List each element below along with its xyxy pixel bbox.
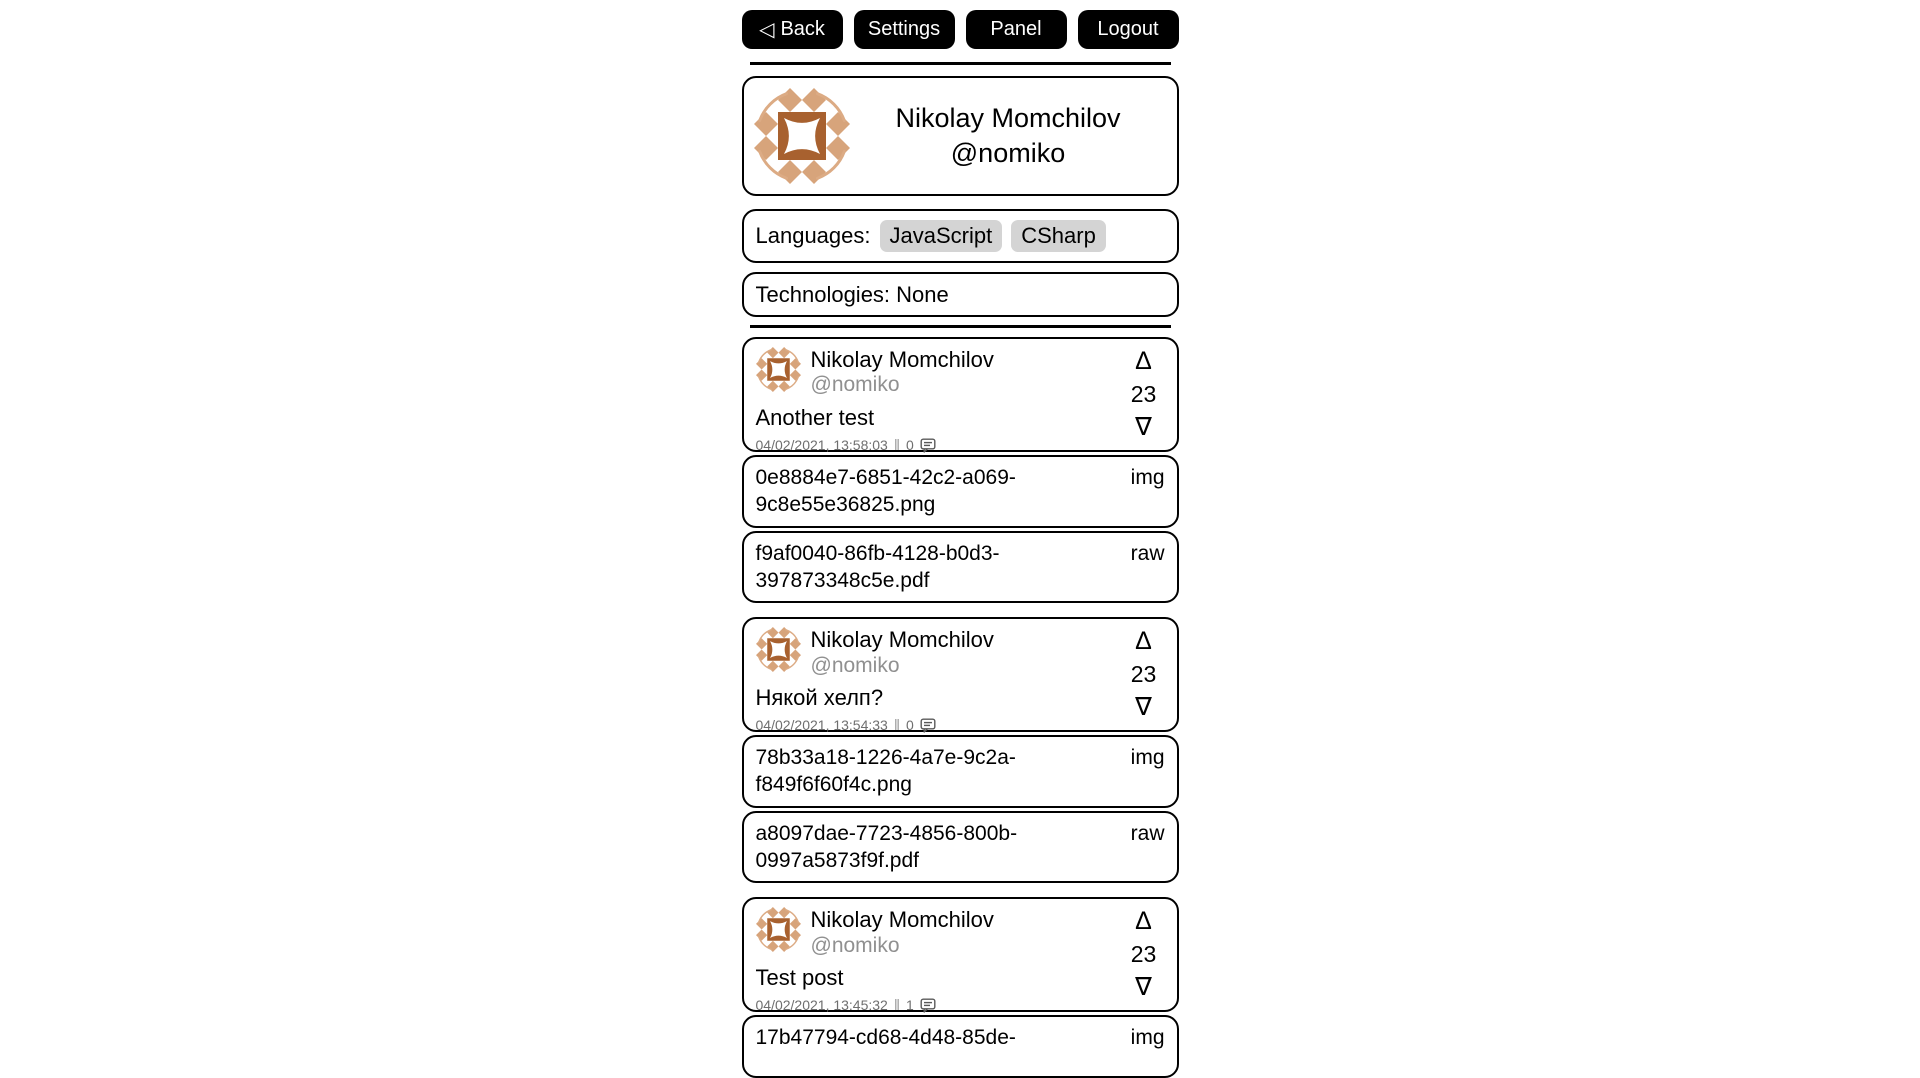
settings-button[interactable]: Settings [854,10,955,49]
comment-count: 0 [906,437,914,454]
profile-names [850,101,1167,171]
post-meta [756,717,1123,734]
profile-card [742,76,1179,196]
attachment-filename: 17b47794-cd68-4d48-85de- [755,1026,1016,1050]
post-author-name: Nikolay Momchilov [810,907,994,933]
post-meta [756,997,1123,1014]
post-meta [756,437,1123,454]
post-group [742,617,1179,883]
logout-button[interactable]: Logout [1078,10,1179,49]
attachment-row[interactable] [742,1015,1179,1078]
post-card[interactable] [742,337,1179,452]
comments-icon [920,438,936,453]
post-title: Test post [755,964,844,990]
back-button[interactable] [742,10,843,49]
languages-card [742,209,1179,263]
profile-identicon-avatar [754,88,850,184]
post-author-avatar [756,627,801,672]
technologies-text: Technologies: None [755,281,949,307]
meta-separator: ‖ [893,996,901,1014]
post-author-handle: @nomiko [810,653,900,677]
language-chip-javascript: JavaScript [880,220,1003,252]
post-timestamp: 04/02/2021, 13:45:32 [755,997,888,1014]
technologies-card [742,272,1179,317]
downvote-icon[interactable]: ∇ [1135,413,1152,441]
attachment-row[interactable] [742,455,1179,528]
post-title: Някой хелп? [755,684,884,710]
post-header [756,347,1123,398]
attachment-filename: 0e8884e7-6851-42c2-a069-9c8e55e36825.png [755,466,1016,517]
post-author-avatar [756,347,801,392]
post-title: Another test [755,404,875,430]
vote-column [1123,347,1165,444]
post-author-name: Nikolay Momchilov [810,347,994,372]
post-author-handle: @nomiko [810,933,900,957]
downvote-icon[interactable]: ∇ [1135,973,1152,1002]
post-header [756,627,1123,678]
post-main [755,627,1123,734]
post-timestamp: 04/02/2021, 13:58:03 [755,437,888,454]
upvote-icon[interactable]: Δ [1135,627,1152,656]
post-timestamp: 04/02/2021, 13:54:33 [755,717,888,734]
languages-label: Languages: [755,223,871,248]
post-author-block [811,627,994,678]
vote-count: 23 [1130,941,1157,968]
attachment-type-badge: raw [1130,821,1165,845]
post-main [755,907,1123,1014]
post-author-block [811,347,994,398]
attachment-type-badge: raw [1130,541,1165,565]
language-chip-csharp: CSharp [1011,220,1106,252]
main-column [742,0,1179,1078]
top-divider [750,62,1171,65]
attachment-type-badge: img [1130,746,1165,770]
meta-separator: ‖ [893,716,901,734]
profile-name: Nikolay Momchilov [895,102,1121,133]
attachment-row[interactable] [742,531,1179,604]
vote-count: 23 [1130,661,1157,688]
toolbar [742,10,1179,49]
post-group [742,897,1179,1078]
post-group [742,337,1179,603]
comments-icon [920,998,936,1013]
vote-column [1123,907,1165,1004]
vote-column [1123,627,1165,724]
attachment-row[interactable] [742,811,1179,884]
upvote-icon[interactable]: Δ [1135,907,1152,936]
post-card[interactable] [742,897,1179,1012]
attachment-type-badge: img [1130,466,1165,489]
upvote-icon[interactable]: Δ [1135,347,1152,375]
post-card[interactable] [742,617,1179,732]
back-arrow-icon: ◁ [759,19,775,41]
profile-handle: @nomiko [950,138,1066,168]
vote-count: 23 [1130,381,1157,407]
attachment-filename: f9af0040-86fb-4128-b0d3-397873348c5e.pdf [755,541,1000,592]
meta-separator: ‖ [893,436,901,454]
posts-divider [750,325,1171,328]
downvote-icon[interactable]: ∇ [1135,693,1152,722]
attachment-type-badge: img [1130,1026,1165,1050]
post-main [755,347,1123,454]
comments-icon [920,718,936,733]
panel-button[interactable]: Panel [966,10,1067,49]
post-author-avatar [756,907,801,952]
comment-count: 0 [906,717,914,734]
attachment-filename: a8097dae-7723-4856-800b-0997a5873f9f.pdf [755,821,1018,873]
post-author-handle: @nomiko [810,373,900,397]
post-header [756,907,1123,958]
back-button-label: Back [780,18,825,40]
post-author-block [811,907,994,958]
comment-count: 1 [906,997,914,1014]
attachment-filename: 78b33a18-1226-4a7e-9c2a-f849f6f60f4c.png [755,746,1016,797]
attachment-row[interactable] [742,735,1179,808]
post-author-name: Nikolay Momchilov [810,627,994,653]
